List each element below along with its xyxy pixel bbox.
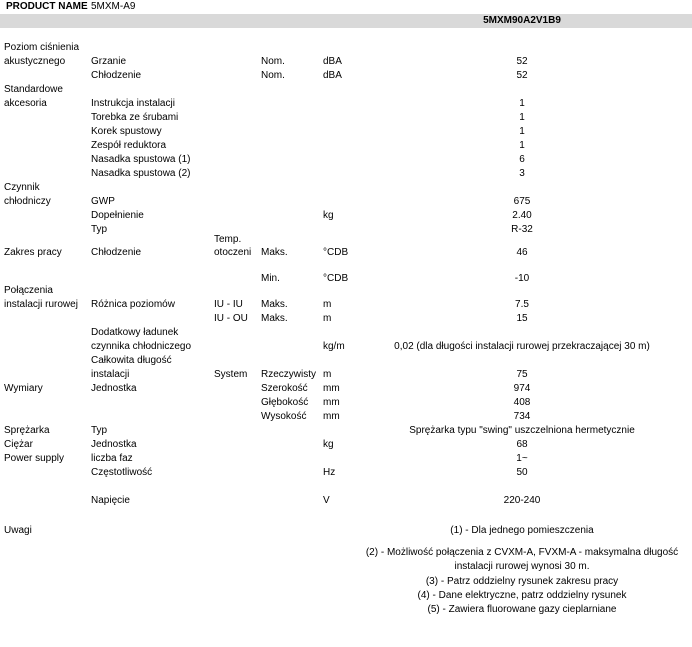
note-item: (4) - Dane elektryczne, patrz oddzielny rysunek [417,590,627,601]
notes-label: Uwagi [4,525,32,536]
operating-range-label: Zakres pracy [4,247,62,258]
sound-pressure-label-2: akustycznego [4,56,66,67]
power-supply-label: Power supply [4,453,65,464]
max-unit: °CDB [323,247,349,258]
piping-segment: IU - OU [214,313,248,324]
sp-row-unit: dBA [323,56,342,67]
total-length-label-2: instalacji [91,369,130,380]
weight-unit: kg [323,439,334,450]
accessory-value: 1 [519,112,525,123]
total-length-unit: m [323,369,332,380]
sp-row-qualifier: Nom. [261,56,285,67]
dimension-name: Głębokość [261,397,309,408]
min-unit: °CDB [323,273,349,284]
dimension-value: 974 [513,383,531,394]
additional-charge-value: 0,02 (dla długości instalacji rurowej przekraczającej 30 m) [394,341,650,352]
weight-value: 68 [516,439,528,450]
temp-label: Temp. [214,234,242,245]
additional-charge-unit: kg/m [323,341,345,352]
refrigerant-label-2: chłodniczy [4,196,51,207]
refrigerant-row-value: 2.40 [512,210,532,221]
total-length-label: Całkowita długość [91,355,172,366]
dimension-unit: mm [323,383,340,394]
sp-row-name: Chłodzenie [91,70,142,81]
total-length-system: System [214,369,248,380]
note-item: instalacji rurowej wynosi 30 m. [454,561,590,572]
power-row-unit: V [323,495,330,506]
note-item: (5) - Zawiera fluorowane gazy cieplarniane [427,604,617,615]
dimension-unit: mm [323,411,340,422]
refrigerant-row-value: R-32 [511,224,533,235]
refrigerant-row-unit: kg [323,210,334,221]
piping-value: 15 [516,313,528,324]
dimension-value: 408 [513,397,531,408]
dimension-name: Wysokość [261,411,307,422]
additional-charge-label: Dodatkowy ładunek [91,327,179,338]
sp-row-value: 52 [516,56,528,67]
accessory-value: 1 [519,126,525,137]
dimension-unit: mm [323,397,340,408]
accessory-name: Torebka ze śrubami [91,112,179,123]
accessory-value: 1 [519,140,525,151]
operating-range-sub: Chłodzenie [91,247,142,258]
accessory-name: Instrukcja instalacji [91,98,175,109]
compressor-label: Sprężarka [4,425,50,436]
piping-value: 7.5 [515,299,529,310]
weight-sub: Jednostka [91,439,137,450]
power-row-name: Częstotliwość [91,467,153,478]
dimension-value: 734 [513,411,531,422]
product-name-value: 5MXM-A9 [91,1,136,12]
refrigerant-label: Czynnik [4,182,40,193]
product-name-label: PRODUCT NAME [6,1,88,12]
piping-qualifier: Maks. [261,299,288,310]
note-item: (1) - Dla jednego pomieszczenia [450,525,594,536]
dimensions-label: Wymiary [4,383,43,394]
sp-row-unit: dBA [323,70,342,81]
accessory-name: Korek spustowy [91,126,162,137]
refrigerant-row-name: Typ [91,224,108,235]
power-row-unit: Hz [323,467,336,478]
note-item: (3) - Patrz oddzielny rysunek zakresu pracy [425,576,619,587]
power-row-name: Napięcie [91,495,130,506]
sp-row-value: 52 [516,70,528,81]
total-length-value: 75 [516,369,528,380]
dimensions-sub: Jednostka [91,383,137,394]
compressor-sub: Typ [91,425,108,436]
piping-qualifier: Maks. [261,313,288,324]
accessory-value: 6 [519,154,525,165]
power-row-name: liczba faz [91,453,133,464]
model-header-bar [0,14,692,28]
accessory-name: Nasadka spustowa (1) [91,154,191,165]
piping-unit: m [323,299,332,310]
refrigerant-row-value: 675 [513,196,531,207]
note-item: (2) - Możliwość połączenia z CVXM-A, FVXM-A - maksymalna długość [365,547,679,558]
additional-charge-label-2: czynnika chłodniczego [91,341,192,352]
sp-row-name: Grzanie [91,56,127,67]
accessory-value: 3 [519,168,525,179]
piping-label-2: instalacji rurowej [4,299,78,310]
power-row-value: 220-240 [503,495,541,506]
power-row-value: 1~ [516,453,528,464]
accessory-name: Zespół reduktora [91,140,167,151]
accessory-name: Nasadka spustowa (2) [91,168,191,179]
piping-unit: m [323,313,332,324]
refrigerant-row-name: GWP [91,196,115,207]
model-code: 5MXM90A2V1B9 [483,15,561,26]
sound-pressure-label: Poziom ciśnienia [4,42,80,53]
compressor-value: Sprężarka typu "swing" uszczelniona hermetycznie [409,425,635,436]
refrigerant-row-name: Dopełnienie [91,210,144,221]
sp-row-qualifier: Nom. [261,70,285,81]
max-label: Maks. [261,247,288,258]
dimension-name: Szerokość [261,383,308,394]
power-row-value: 50 [516,467,528,478]
accessories-label-2: akcesoria [4,98,47,109]
max-value: 46 [516,247,528,258]
accessory-value: 1 [519,98,525,109]
piping-label: Połączenia [4,285,53,296]
total-length-qualifier: Rzeczywisty [261,369,317,380]
min-label: Min. [261,273,280,284]
temp-label-2: otoczeni [214,247,252,258]
accessories-label: Standardowe [4,84,63,95]
weight-label: Ciężar [4,439,33,450]
piping-segment: IU - IU [214,299,243,310]
min-value: -10 [514,273,530,284]
height-diff-label: Różnica poziomów [91,299,175,310]
